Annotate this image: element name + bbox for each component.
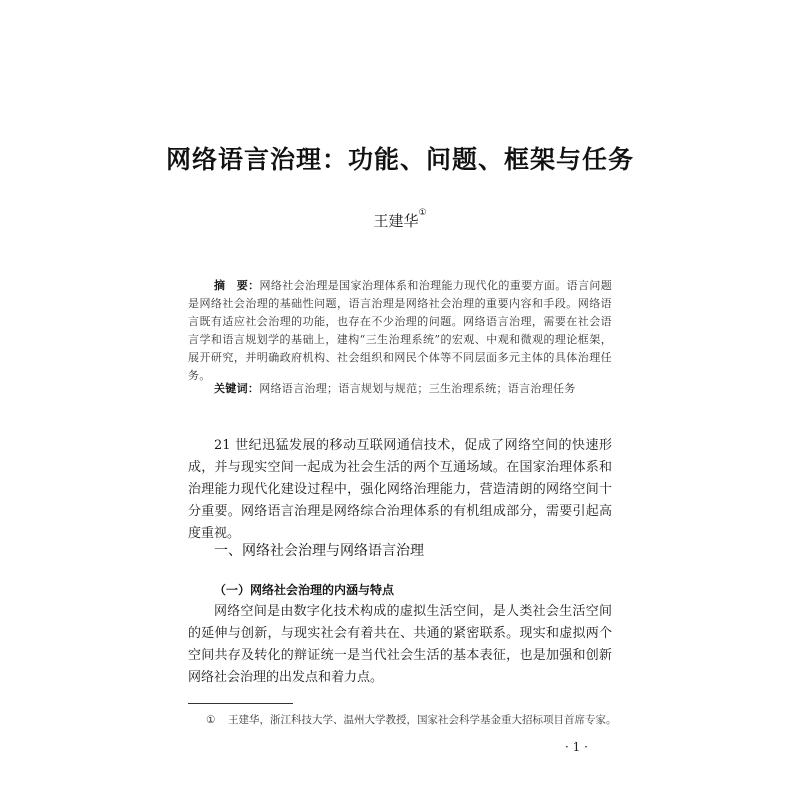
footnote-divider [188, 703, 293, 704]
keywords-text: 网络语言治理；语言规划与规范；三生治理系统；语言治理任务 [259, 382, 576, 395]
footnote-mark: ① [206, 714, 216, 726]
body-paragraph: 网络空间是由数字化技术构成的虚拟生活空间，是人类社会生活空间的延伸与创新，与现实社会有着共在、共通的紧密联系。现实和虚拟两个空间共存及转化的辩证统一是当代社会生活的基本表征，也是加强和创新网络社会治理的出发点和着力点。 [188, 604, 612, 685]
author-line [0, 210, 800, 231]
abstract-text: 网络社会治理是国家治理体系和治理能力现代化的重要方面。语言问题是网络社会治理的基础性问题，语言治理是网络社会治理的重要内容和手段。网络语言既有适应社会治理的功能，也存在不少治理的问题。网络语言治理，需要在社会语言学和语言规划学的基础上，建构“三生治理系统”的宏观、中观和微观的理论框架，展开研究，并明确政府机构、社会组织和网民个体等不同层面多元主体的具体治理任务。 [188, 279, 612, 382]
footnote [206, 712, 626, 727]
section-heading: 一、网络社会治理与网络语言治理 [214, 543, 424, 559]
footnote-text: 王建华，浙江科技大学、温州大学教授，国家社会科学基金重大招标项目首席专家。 [228, 714, 617, 726]
intro-paragraph: 21 世纪迅猛发展的移动互联网通信技术，促成了网络空间的快速形成，并与现实空间一起成为社会生活的两个互通场域。在国家治理体系和治理能力现代化建设过程中，强化网络治理能力，营造清朗的网络空间十分重要。网络语言治理是网络综合治理体系的有机组成部分，需要引起高度重视。 [188, 438, 612, 541]
author-name: 王建华 [373, 212, 419, 230]
keywords-label: 关键词： [214, 382, 260, 395]
abstract [188, 277, 612, 385]
keywords [214, 380, 614, 398]
author-footnote-mark: ① [418, 208, 427, 218]
page-number: · 1 · [565, 740, 588, 754]
abstract-label: 摘 要： [214, 279, 260, 292]
article-title: 网络语言治理：功能、问题、框架与任务 [165, 145, 634, 174]
subsection-heading: （一）网络社会治理的内涵与特点 [214, 583, 395, 597]
